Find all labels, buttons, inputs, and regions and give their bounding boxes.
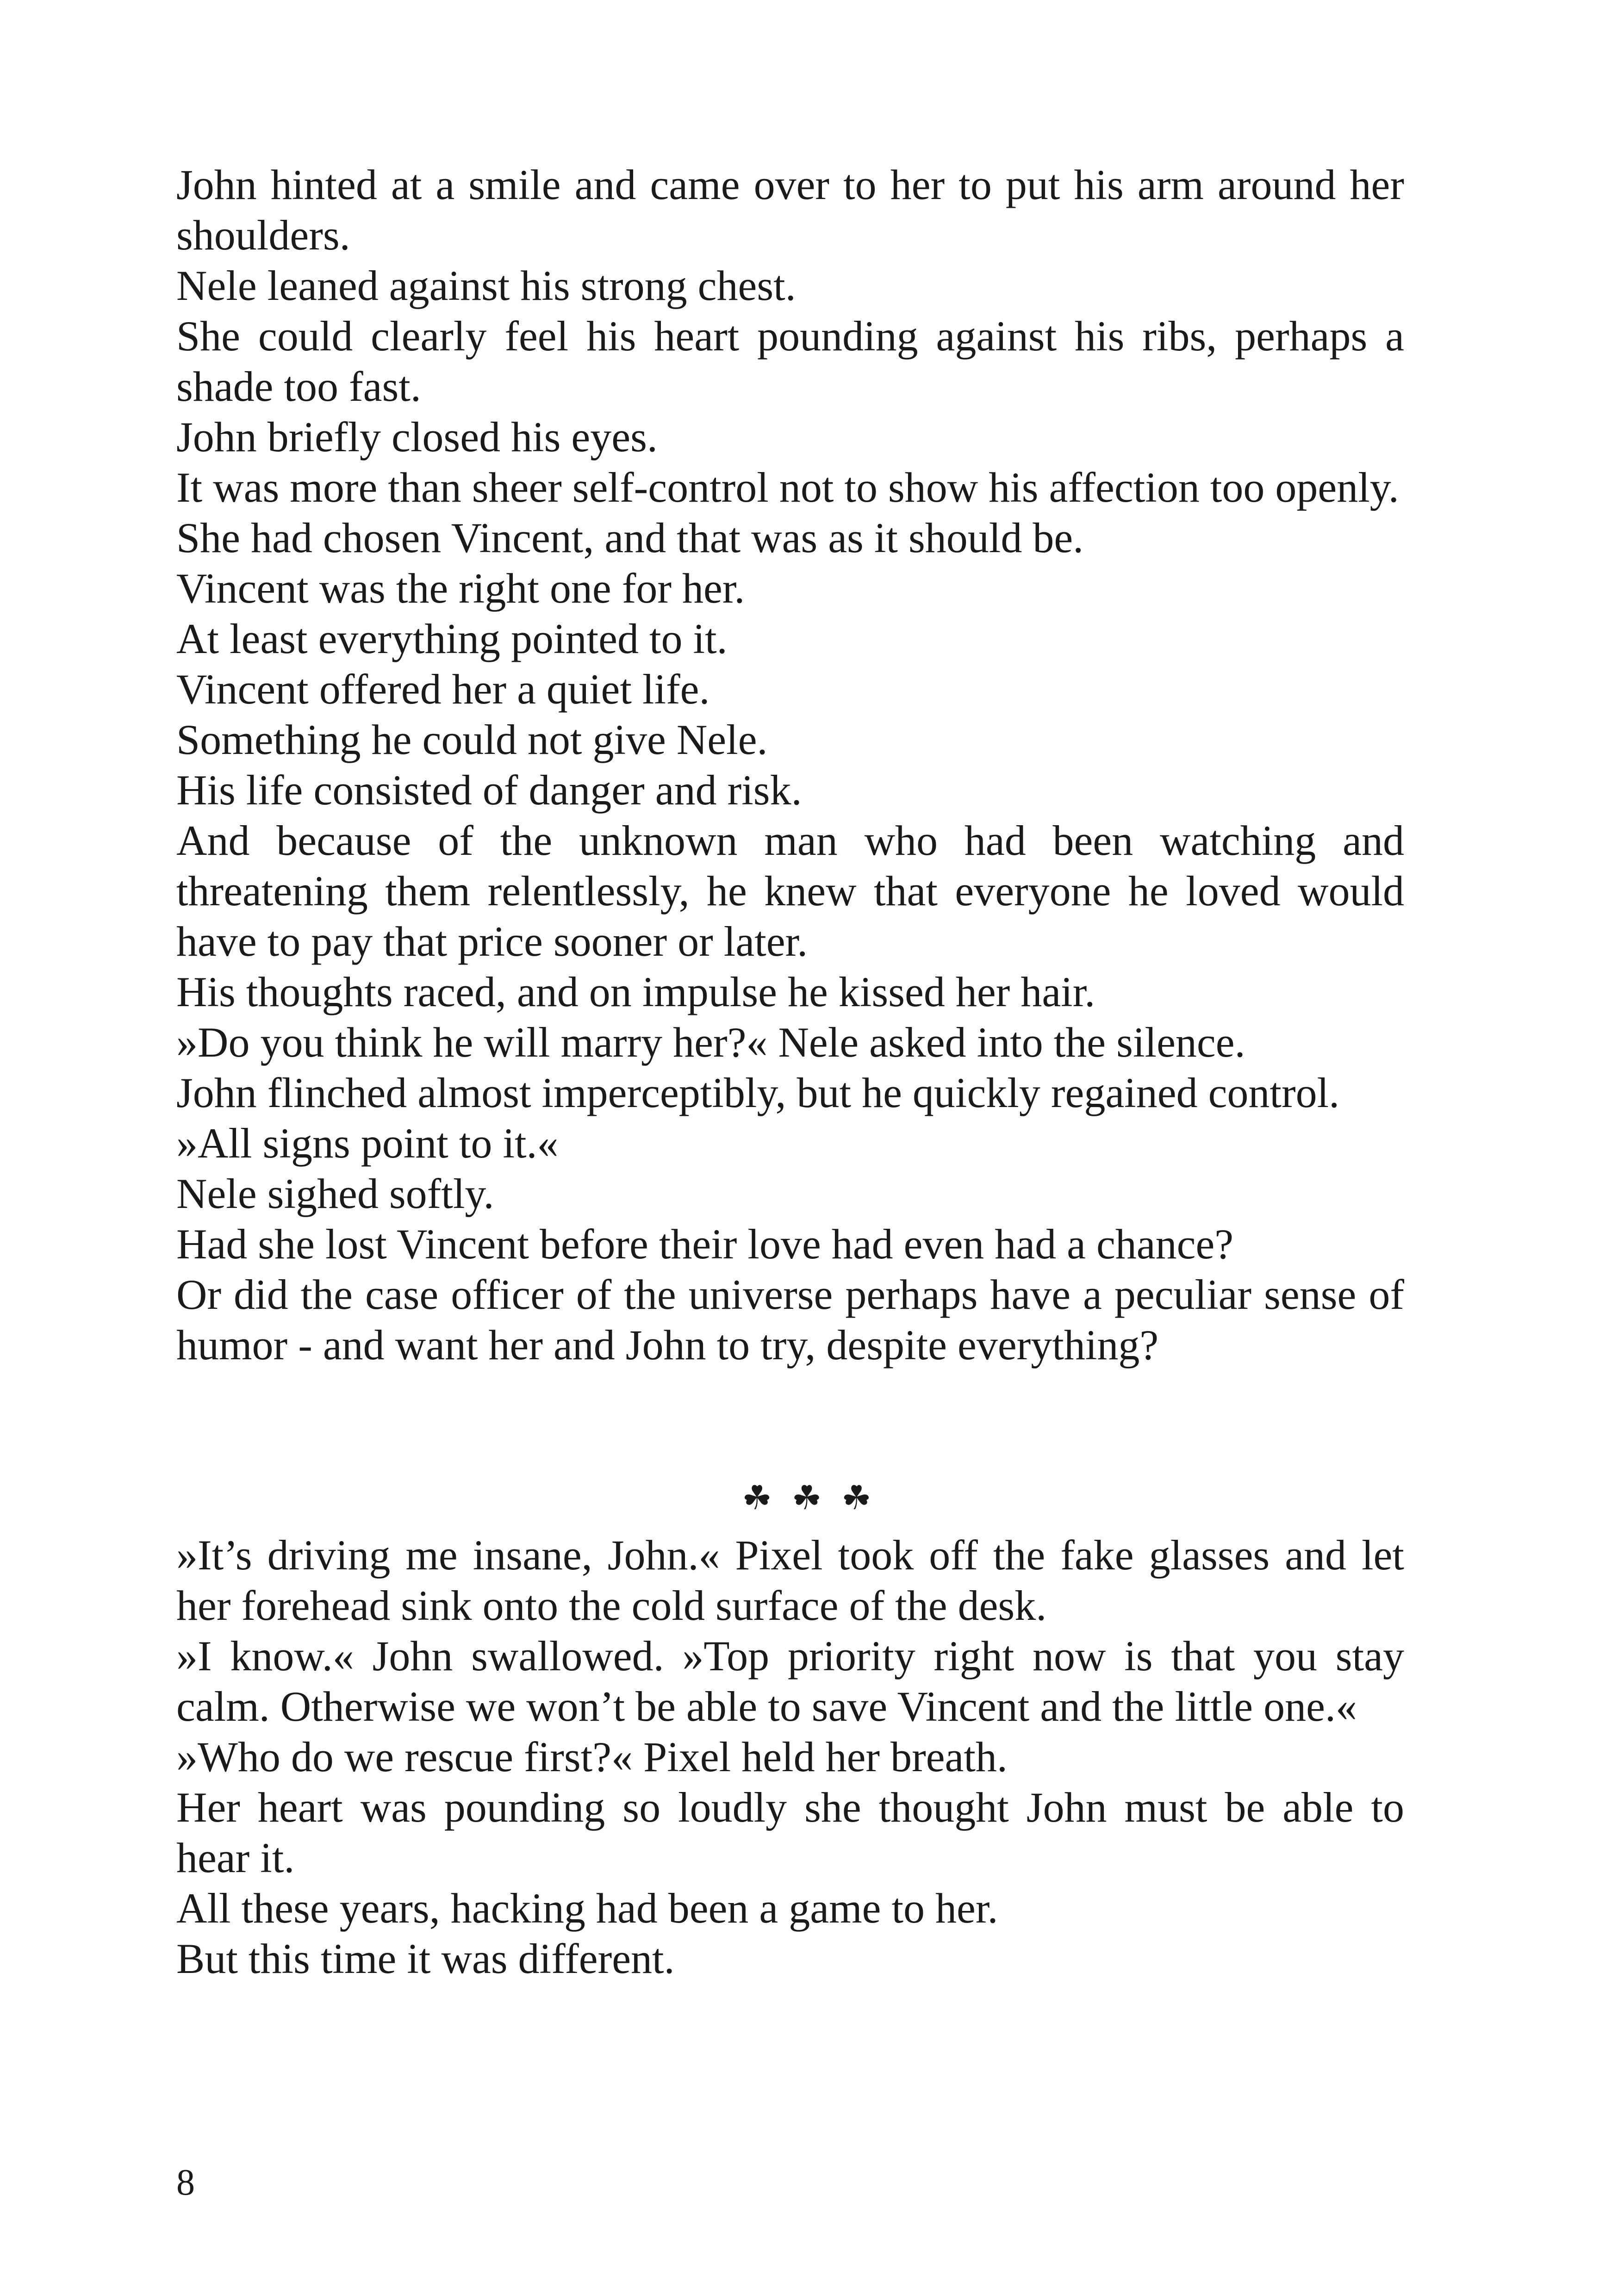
paragraph: She had chosen Vincent, and that was as it should be. (176, 514, 1084, 561)
paragraph: Vincent was the right one for her. (176, 565, 745, 612)
paragraph: Her heart was pounding so loudly she thought John must be able to hear it. (176, 1784, 1404, 1881)
text-section-one (176, 160, 1404, 1370)
paragraph: »Who do we rescue first?« Pixel held her breath. (176, 1733, 1008, 1780)
paragraph: John hinted at a smile and came over to her to put his arm around her shoulders. (176, 161, 1404, 259)
paragraph: Vincent offered her a quiet life. (176, 666, 710, 713)
paragraph: »It’s driving me insane, John.« Pixel took off the fake glasses and let her forehead sink onto the cold surface of the desk. (176, 1531, 1404, 1629)
paragraph: »I know.« John swallowed. »Top priority right now is that you stay calm. Otherwise we won’t be able to save Vincent and the little one.« (176, 1632, 1404, 1730)
paragraph: At least everything pointed to it. (176, 615, 728, 662)
page-number: 8 (176, 2162, 195, 2203)
paragraph: It was more than sheer self-control not to show his affection too openly. (176, 464, 1399, 511)
paragraph: Something he could not give Nele. (176, 716, 768, 763)
paragraph: And because of the unknown man who had been watching and threatening them relentlessly, he knew that everyone he loved would have to pay that price sooner or later. (176, 817, 1404, 965)
text-section-two (176, 1530, 1404, 1984)
paragraph: But this time it was different. (176, 1935, 675, 1982)
paragraph: Nele leaned against his strong chest. (176, 262, 796, 309)
paragraph: Or did the case officer of the universe perhaps have a peculiar sense of humor - and want her and John to try, despite everything? (176, 1271, 1404, 1369)
paragraph: His thoughts raced, and on impulse he kissed her hair. (176, 968, 1095, 1015)
paragraph: »All signs point to it.« (176, 1120, 559, 1167)
section-separator-shamrocks: ☘ ☘ ☘ (742, 1478, 876, 1517)
paragraph: »Do you think he will marry her?« Nele asked into the silence. (176, 1019, 1245, 1066)
paragraph: His life consisted of danger and risk. (176, 766, 802, 814)
paragraph: All these years, hacking had been a game to her. (176, 1885, 998, 1932)
paragraph: Had she lost Vincent before their love had even had a chance? (176, 1220, 1234, 1268)
paragraph: John briefly closed his eyes. (176, 413, 658, 460)
paragraph: She could clearly feel his heart pounding against his ribs, perhaps a shade too fast. (176, 312, 1404, 410)
paragraph: John flinched almost imperceptibly, but he quickly regained control. (176, 1069, 1340, 1116)
paragraph: Nele sighed softly. (176, 1170, 494, 1217)
